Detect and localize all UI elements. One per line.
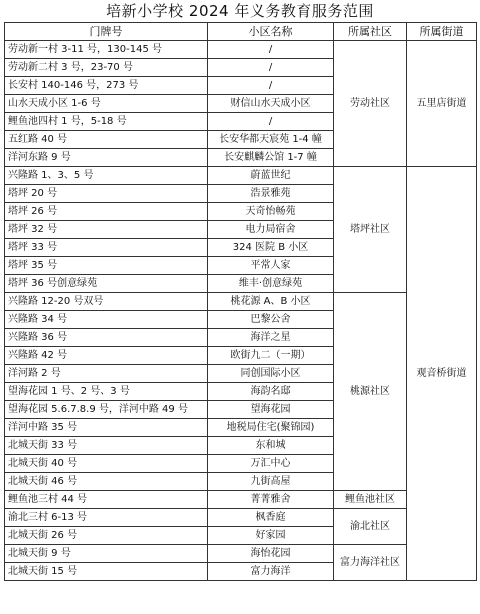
header-door-number: 门牌号 <box>5 23 208 41</box>
shequ-cell: 劳动社区 <box>334 41 407 167</box>
door-number-cell: 山水天成小区 1-6 号 <box>5 95 208 113</box>
community-cell: 望海花园 <box>208 401 334 419</box>
door-number-cell: 渝北三村 6-13 号 <box>5 509 208 527</box>
community-cell: 地税局住宅(聚锦园) <box>208 419 334 437</box>
door-number-cell: 长安村 140-146 号，273 号 <box>5 77 208 95</box>
community-cell: 菁菁雅舍 <box>208 491 334 509</box>
community-cell: 海韵名邸 <box>208 383 334 401</box>
community-cell: 枫香庭 <box>208 509 334 527</box>
community-cell: 平常人家 <box>208 257 334 275</box>
community-cell: 欧街九二（一期） <box>208 347 334 365</box>
community-cell: 万汇中心 <box>208 455 334 473</box>
community-cell: 蔚蓝世纪 <box>208 167 334 185</box>
shequ-cell: 鲤鱼池社区 <box>334 491 407 509</box>
door-number-cell: 鲤鱼池四村 1 号，5-18 号 <box>5 113 208 131</box>
community-cell: 长安华都天宸苑 1-4 幢 <box>208 131 334 149</box>
header-row <box>5 23 477 41</box>
door-number-cell: 劳动新一村 3-11 号，130-145 号 <box>5 41 208 59</box>
door-number-cell: 兴隆路 34 号 <box>5 311 208 329</box>
door-number-cell: 北城天街 15 号 <box>5 563 208 581</box>
table-row <box>5 41 477 59</box>
community-cell: / <box>208 59 334 77</box>
door-number-cell: 洋河中路 35 号 <box>5 419 208 437</box>
door-number-cell: 洋河东路 9 号 <box>5 149 208 167</box>
door-number-cell: 洋河路 2 号 <box>5 365 208 383</box>
community-cell: 海洋之星 <box>208 329 334 347</box>
community-cell: 九街高屋 <box>208 473 334 491</box>
community-cell: 巴黎公舍 <box>208 311 334 329</box>
community-cell: 维丰·创意绿苑 <box>208 275 334 293</box>
community-cell: 长安麒麟公馆 1-7 幢 <box>208 149 334 167</box>
community-cell: 324 医院 B 小区 <box>208 239 334 257</box>
door-number-cell: 北城天街 40 号 <box>5 455 208 473</box>
table-row <box>5 167 477 185</box>
community-cell: 电力局宿舍 <box>208 221 334 239</box>
door-number-cell: 劳动新二村 3 号，23-70 号 <box>5 59 208 77</box>
service-range-table <box>4 22 477 581</box>
community-cell: 浩景雅苑 <box>208 185 334 203</box>
community-cell: 富力海洋 <box>208 563 334 581</box>
door-number-cell: 兴隆路 12-20 号双号 <box>5 293 208 311</box>
door-number-cell: 塔坪 36 号创意绿苑 <box>5 275 208 293</box>
shequ-cell: 桃源社区 <box>334 293 407 491</box>
door-number-cell: 望海花园 5.6.7.8.9 号，洋河中路 49 号 <box>5 401 208 419</box>
door-number-cell: 北城天街 33 号 <box>5 437 208 455</box>
shequ-cell: 富力海洋社区 <box>334 545 407 581</box>
door-number-cell: 五红路 40 号 <box>5 131 208 149</box>
door-number-cell: 塔坪 32 号 <box>5 221 208 239</box>
table-row <box>5 509 477 527</box>
community-cell: 桃花源 A、B 小区 <box>208 293 334 311</box>
community-cell: 天奇怡畅苑 <box>208 203 334 221</box>
door-number-cell: 兴隆路 1、3、5 号 <box>5 167 208 185</box>
community-cell: / <box>208 113 334 131</box>
community-cell: 海怡花园 <box>208 545 334 563</box>
door-number-cell: 塔坪 33 号 <box>5 239 208 257</box>
shequ-cell: 塔坪社区 <box>334 167 407 293</box>
community-cell: 财信山水天成小区 <box>208 95 334 113</box>
door-number-cell: 兴隆路 42 号 <box>5 347 208 365</box>
door-number-cell: 鲤鱼池三村 44 号 <box>5 491 208 509</box>
jiedao-cell: 观音桥街道 <box>407 167 477 581</box>
community-cell: / <box>208 41 334 59</box>
table-row <box>5 293 477 311</box>
door-number-cell: 望海花园 1 号、2 号、3 号 <box>5 383 208 401</box>
header-jiedao: 所属街道 <box>407 23 477 41</box>
door-number-cell: 兴隆路 36 号 <box>5 329 208 347</box>
community-cell: 好家园 <box>208 527 334 545</box>
header-shequ: 所属社区 <box>334 23 407 41</box>
community-cell: 同创国际小区 <box>208 365 334 383</box>
door-number-cell: 塔坪 35 号 <box>5 257 208 275</box>
page-title: 培新小学校 2024 年义务教育服务范围 <box>106 2 374 20</box>
jiedao-cell: 五里店街道 <box>407 41 477 167</box>
community-cell: 东和城 <box>208 437 334 455</box>
door-number-cell: 北城天街 46 号 <box>5 473 208 491</box>
header-community-name: 小区名称 <box>208 23 334 41</box>
door-number-cell: 塔坪 26 号 <box>5 203 208 221</box>
door-number-cell: 塔坪 20 号 <box>5 185 208 203</box>
community-cell: / <box>208 77 334 95</box>
table-row <box>5 491 477 509</box>
table-row <box>5 545 477 563</box>
shequ-cell: 渝北社区 <box>334 509 407 545</box>
door-number-cell: 北城天街 9 号 <box>5 545 208 563</box>
door-number-cell: 北城天街 26 号 <box>5 527 208 545</box>
